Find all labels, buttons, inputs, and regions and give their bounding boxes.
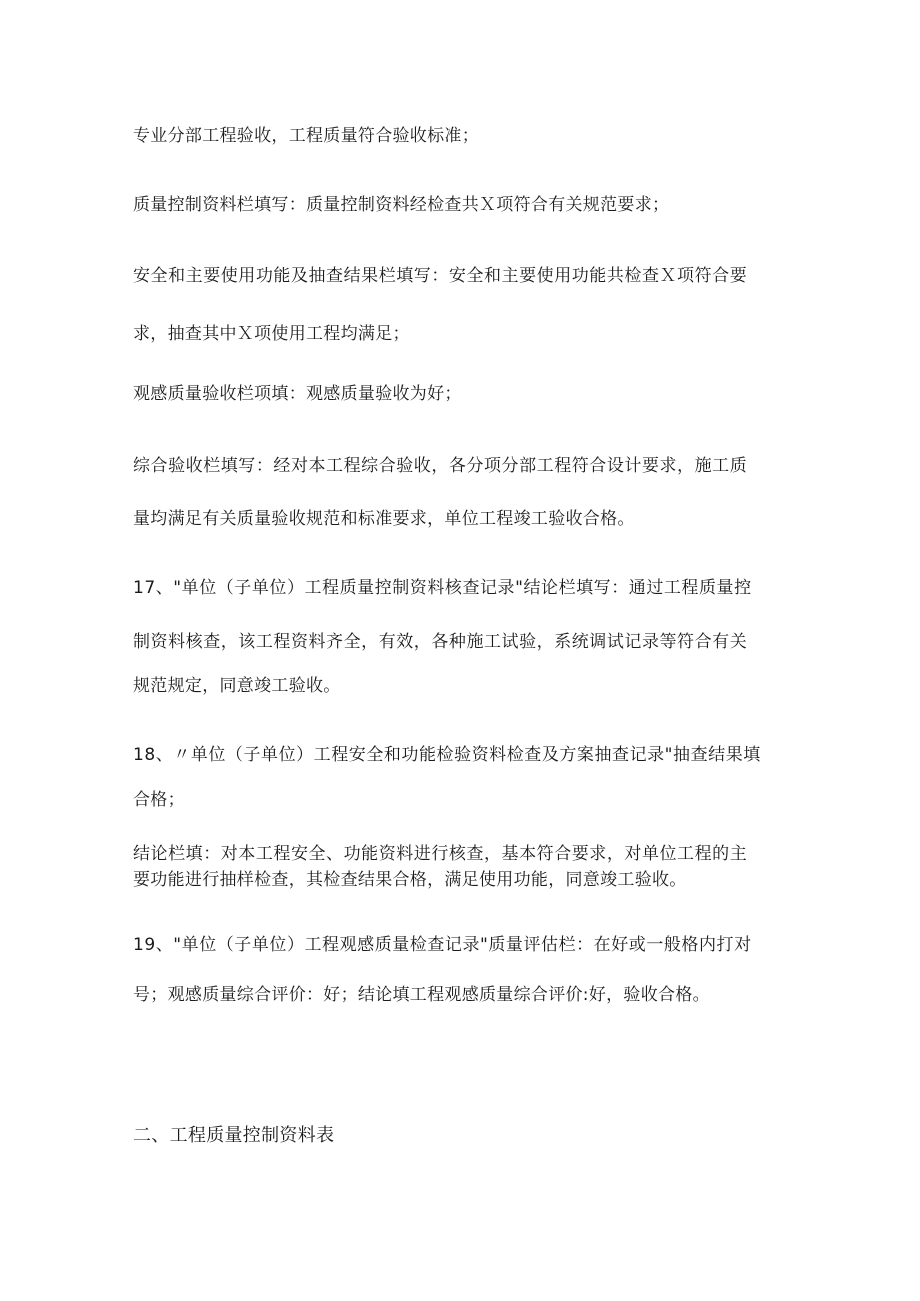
text-line-7: 量均满足有关质量验收规范和标准要求，单位工程竣工验收合格。	[133, 509, 635, 529]
text-line-12: 合格；	[133, 790, 185, 810]
text-line-2: 质量控制资料栏填写：质量控制资料经检查共Ｘ项符合有关规范要求；	[133, 195, 670, 215]
text-line-5: 观感质量验收栏项填：观感质量验收为好；	[133, 384, 462, 404]
text-line-11: 18、〃单位（子单位）工程安全和功能检验资料检查及方案抽查记录"抽查结果填	[133, 745, 761, 765]
text-line-9: 制资料核查，该工程资料齐全，有效，各种施工试验，系统调试记录等符合有关	[133, 632, 748, 652]
text-line-4: 求，抽查其中Ｘ项使用工程均满足；	[133, 324, 410, 344]
text-line-3: 安全和主要使用功能及抽查结果栏填写：安全和主要使用功能共检查Ｘ项符合要	[133, 266, 748, 286]
text-line-15: 19、"单位（子单位）工程观感质量检查记录"质量评估栏：在好或一般格内打对	[133, 935, 752, 955]
text-line-8: 17、"单位（子单位）工程质量控制资料核查记录"结论栏填写：通过工程质量控	[133, 578, 752, 598]
text-line-14: 要功能进行抽样检查，其检查结果合格，满足使用功能，同意竣工验收。	[133, 870, 687, 890]
text-line-13: 结论栏填：对本工程安全、功能资料进行核查，基本符合要求，对单位工程的主	[133, 844, 748, 864]
text-line-10: 规范规定，同意竣工验收。	[133, 676, 341, 696]
section-heading: 二、工程质量控制资料表	[133, 1125, 335, 1146]
text-line-1: 专业分部工程验收，工程质量符合验收标准；	[133, 126, 479, 146]
text-line-16: 号；观感质量综合评价：好；结论填工程观感质量综合评价:好，验收合格。	[133, 985, 710, 1005]
text-line-6: 综合验收栏填写：经对本工程综合验收，各分项分部工程符合设计要求，施工质	[133, 456, 748, 476]
